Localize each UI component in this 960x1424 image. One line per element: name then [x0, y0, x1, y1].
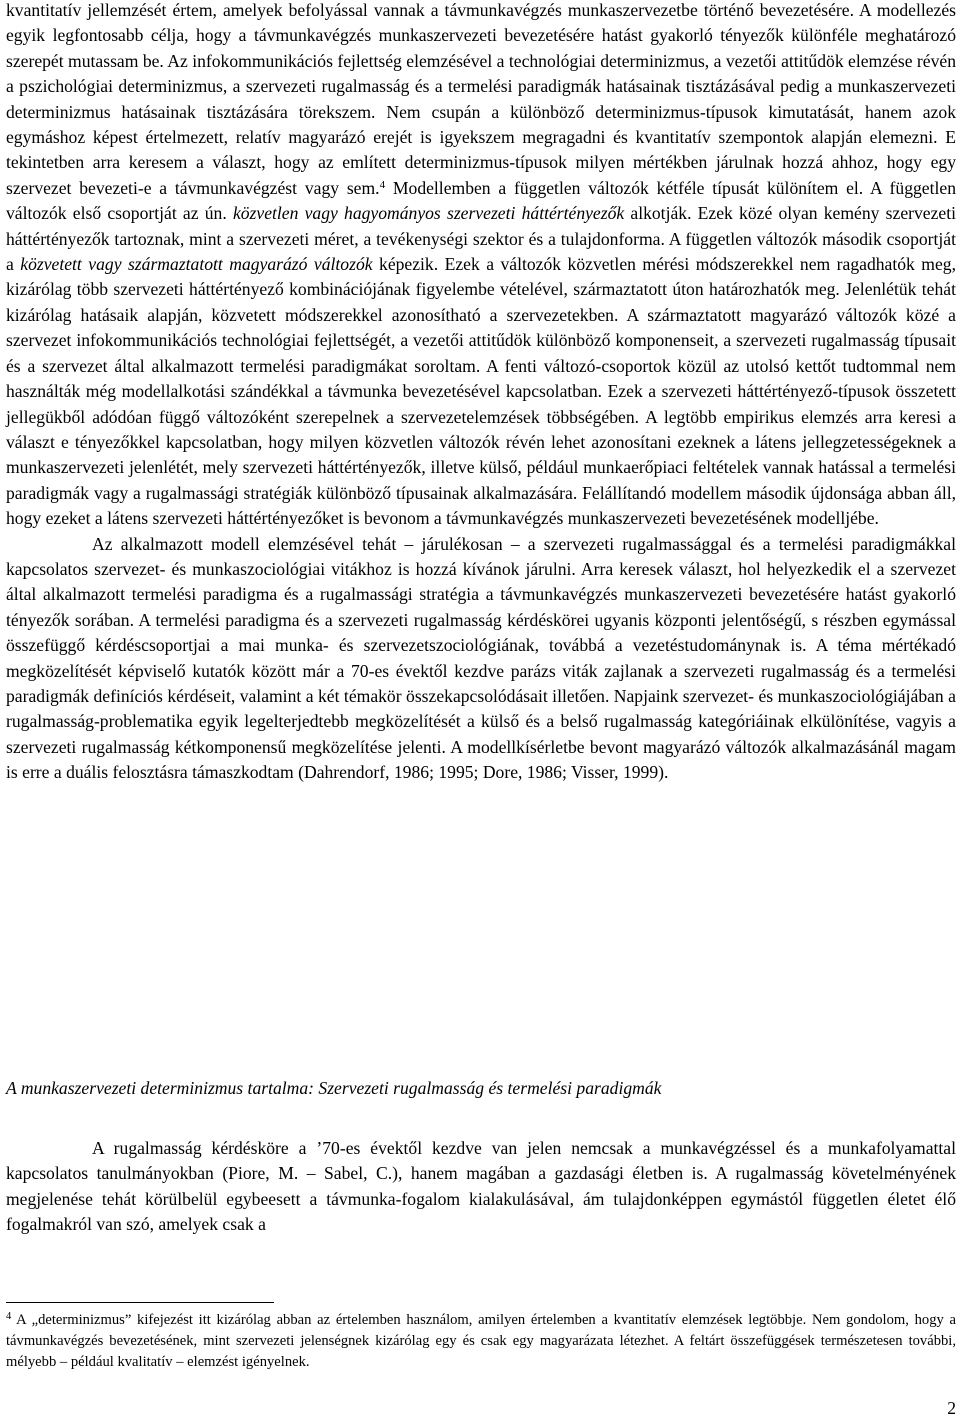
- footnote-mark: 4: [6, 1311, 12, 1322]
- body-paragraph-3: A rugalmasság kérdésköre a ’70-es évektől kezdve van jelen nemcsak a munkavégzéssel és a munkafolyamattal kapcsolatos tanulmányokban (Piore, M. – Sabel, C.), hanem magában a gazdasági életben is. A rugalmasság követelményének megjelenése tehát körülbelül egybeesett a távmunka-fogalom kialakulásával, ám tulajdonképpen egymástól független életet élő fogalmakról van szó, amelyek csak a: [6, 1138, 956, 1235]
- paragraph-1-text-c: alkotják. Ezek közé olyan kemény szervezeti háttértényezők tartoznak, mint a szervezeti méret, a tevékenységi szektor és a tulajdonforma. A független változók második csoportját a: [6, 203, 956, 275]
- section-heading: A munkaszervezeti determinizmus tartalma: Szervezeti rugalmasság és termelési paradigmák: [6, 1078, 662, 1098]
- footnote-separator: [6, 1302, 274, 1303]
- emphasis-direct-factors: közvetlen vagy hagyományos szervezeti háttértényezők: [232, 203, 625, 224]
- page-number: 2: [947, 1398, 956, 1418]
- paragraph-1-text-d: képezik. Ezek a változók közvetlen mérési módszerekkel nem ragadhatók meg, kizárólag több szervezeti háttértényező kombinációjának figyelembe vételével, származtatott úton határozhatók meg. Jelenlétük tehát kizárólag hatásaik alapján, közvetett módszerekkel azonosítható a szervezetekben. A származtatott magyarázó változók közé a szervezet infokommunikációs technológiai fejlettségét, a vezetői attitűdök különböző komponenseit, a szervezeti rugalmasság típusait és a szervezet által alkalmazott termelési paradigmákat soroltam. A fenti változó-csoportok közül az utolsó kettőt tudtommal nem használták még modellalkotási szándékkal a távmunka bevezetésével kapcsolatban. Ezek a szervezeti háttértényező-típusok összetett jellegükből adódóan függő változóként szerepelnek a szervezetelemzések többségében. A legtöbb empirikus elemzés arra keresi a választ e tényezőkkel kapcsolatban, hogy milyen közvetlen változók révén lehet azonosítani ezeknek a látens jellegzetességeknek a munkaszervezeti jelenlétét, mely szervezeti háttértényezők, illetve külső, például munkaerőpiaci feltételek vannak hatással a termelési paradigmák vagy a rugalmassági stratégiák különböző típusainak alkalmazására. Felállítandó modellem második újdonsága abban áll, hogy ezeket a látens szervezeti háttértényezőket is bevonom a távmunkavégzés munkaszervezeti bevezetésének modelljébe.: [6, 254, 956, 529]
- footnote-text: A „determinizmus” kifejezést itt kizárólag abban az értelemben használom, amilyen értelemben a kvantitatív elemzések legtöbbje. Nem gondolom, hogy a távmunkavégzés bevezetésének, mint szervezeti jelenségnek kizárólag egy és csak egy magyarázata létezhet. A feltárt összefüggések természetesen további, mélyebb – például kvalitatív – elemzést igényelnek.: [6, 1312, 956, 1371]
- footnote: [6, 1310, 956, 1374]
- body-paragraph-1: [6, 0, 956, 786]
- paragraph-1-text-a: kvantitatív jellemzését értem, amelyek befolyással vannak a távmunkavégzés munkaszervezetbe történő bevezetésére. A modellezés egyik legfontosabb célja, hogy a távmunkavégzés munkaszervezeti bevezetésére hatást gyakorló tényezők különféle meghatározó szerepét mutassam be. Az infokommunikációs fejlettség elemzésével a technológiai determinizmus, a vezetői attitűdök elemzése révén a pszichológiai determinizmus, a szervezeti rugalmasság és a termelési paradigmák hatásainak tisztázásával pedig a munkaszervezeti determinizmus hatásainak tisztázására törekszem. Nem csupán a különböző determinizmus-típusok kimutatását, hanem azok egymáshoz képest értelmezett, relatív magyarázó erejét is igyekszem megragadni és kvantitatív szempontok alapján elemezni. E tekintetben arra keresem a választ, hogy az említett determinizmus-típusok milyen mértékben járulnak hozzá ahhoz, hogy egy szervezet bevezeti-e a távmunkavégzést vagy sem.: [6, 0, 956, 198]
- footnote-reference[interactable]: 4: [379, 178, 386, 191]
- paragraph-1-text-b: Modellemben a független változók kétféle típusát különítem el. A független változók első csoportját az ún.: [6, 177, 956, 224]
- emphasis-derived-variables: közvetett vagy származtatott magyarázó változók: [20, 254, 373, 275]
- paragraph-2-text: Az alkalmazott modell elemzésével tehát – járulékosan – a szervezeti rugalmassággal és a termelési paradigmákkal kapcsolatos szervezet- és munkaszociológiai vitákhoz is hozzá kívánok járulni. Arra keresek választ, hol helyezkedik el a szervezet által alkalmazott termelési paradigma és a rugalmassági stratégia a távmunkavégzés munkaszervezeti bevezetésére hatást gyakorló tényezők sorában. A termelési paradigma és a szervezeti rugalmasság kérdéskörei ugyanis központi jelentőségű, s részben egymással összefüggő kérdéscsoportjai a mai munka- és szervezetszociológiának, továbbá a vezetéstudománynak is. A téma mértékadó megközelítését képviselő kutatók között már a 70-es évektől kezdve parázs viták zajlanak a szervezeti rugalmasság és a termelési paradigmák definíciós kérdéseit, valamint a két témakör összekapcsolódásait illetően. Napjaink szervezet- és munkaszociológiájában a rugalmasság-problematika egyik legelterjedtebb megközelítését a külső és a belső rugalmasság kategóriáinak elkülönítése, vagyis a szervezeti rugalmasság kétkomponensű megközelítése jelenti. A modellkísérletbe bevont magyarázó változók alkalmazásánál magam is erre a duális felosztásra támaszkodtam (Dahrendorf, 1986; 1995; Dore, 1986; Visser, 1999).: [6, 533, 956, 783]
